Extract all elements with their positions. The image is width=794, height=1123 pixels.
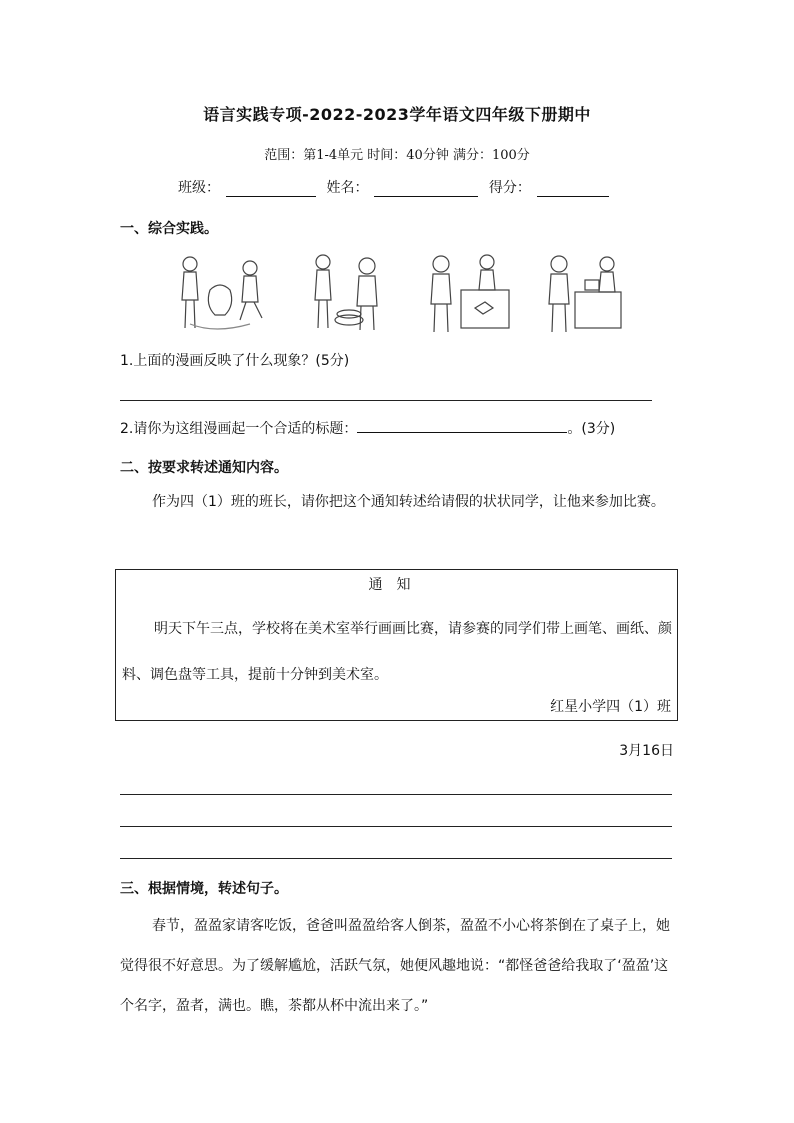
answer-blank-q2[interactable]: [357, 418, 567, 433]
answer-line-s2-1[interactable]: [120, 794, 672, 795]
answer-line-q1[interactable]: [120, 400, 652, 401]
comic-panel-4: [549, 256, 621, 332]
answer-line-s2-2[interactable]: [120, 826, 672, 827]
name-label: 姓名：: [326, 180, 369, 196]
notice-signature: 红星小学四（1）班: [550, 699, 671, 715]
notice-title: 通知: [368, 577, 425, 593]
notice-date: 3月16日: [619, 743, 674, 759]
comic-panel-3: [431, 255, 509, 332]
question-2: [120, 418, 615, 438]
section2-heading: 二、按要求转述通知内容。: [120, 460, 288, 476]
answer-line-s2-3[interactable]: [120, 858, 672, 859]
class-label: 班级：: [178, 180, 220, 196]
section3-paragraph: 春节，盈盈家请客吃饭，爸爸叫盈盈给客人倒茶，盈盈不小心将茶倒在了桌子上，她觉得很不好意思。为了缓解尴尬，活跃气氛，她便风趣地说：“都怪爸爸给我取了‘盈盈’这个名字，盈者，满也。瞧，茶都从杯中流出来了。”: [120, 918, 670, 1014]
student-info-row: [178, 177, 615, 197]
score-label: 得分：: [488, 180, 531, 196]
exam-scope: 范围：第1-4单元 时间：40分钟 满分：100分: [264, 148, 530, 163]
notice-body: 明天下午三点，学校将在美术室举行画画比赛，请参赛的同学们带上画笔、画纸、颜料、调色盘等工具，提前十分钟到美术室。: [122, 621, 672, 683]
class-field[interactable]: [226, 180, 316, 197]
question-2-points: 。(3分): [567, 421, 616, 437]
section1-heading: 一、综合实践。: [120, 221, 218, 237]
comic-panel-1: [182, 257, 262, 329]
notice-box: [115, 569, 678, 721]
score-field[interactable]: [537, 180, 609, 197]
comic-panel-2: [315, 255, 377, 330]
question-1: 1.上面的漫画反映了什么现象？(5分): [120, 353, 350, 369]
page-title: 语言实践专项-2022-2023学年语文四年级下册期中: [203, 105, 591, 124]
comic-strip-illustration: [170, 250, 640, 334]
question-2-text: 2.请你为这组漫画起一个合适的标题：: [120, 421, 358, 437]
section2-instruction: 作为四（1）班的班长，请你把这个通知转述给请假的状状同学，让他来参加比赛。: [152, 494, 665, 510]
name-field[interactable]: [374, 180, 478, 197]
section3-heading: 三、根据情境，转述句子。: [120, 881, 288, 897]
